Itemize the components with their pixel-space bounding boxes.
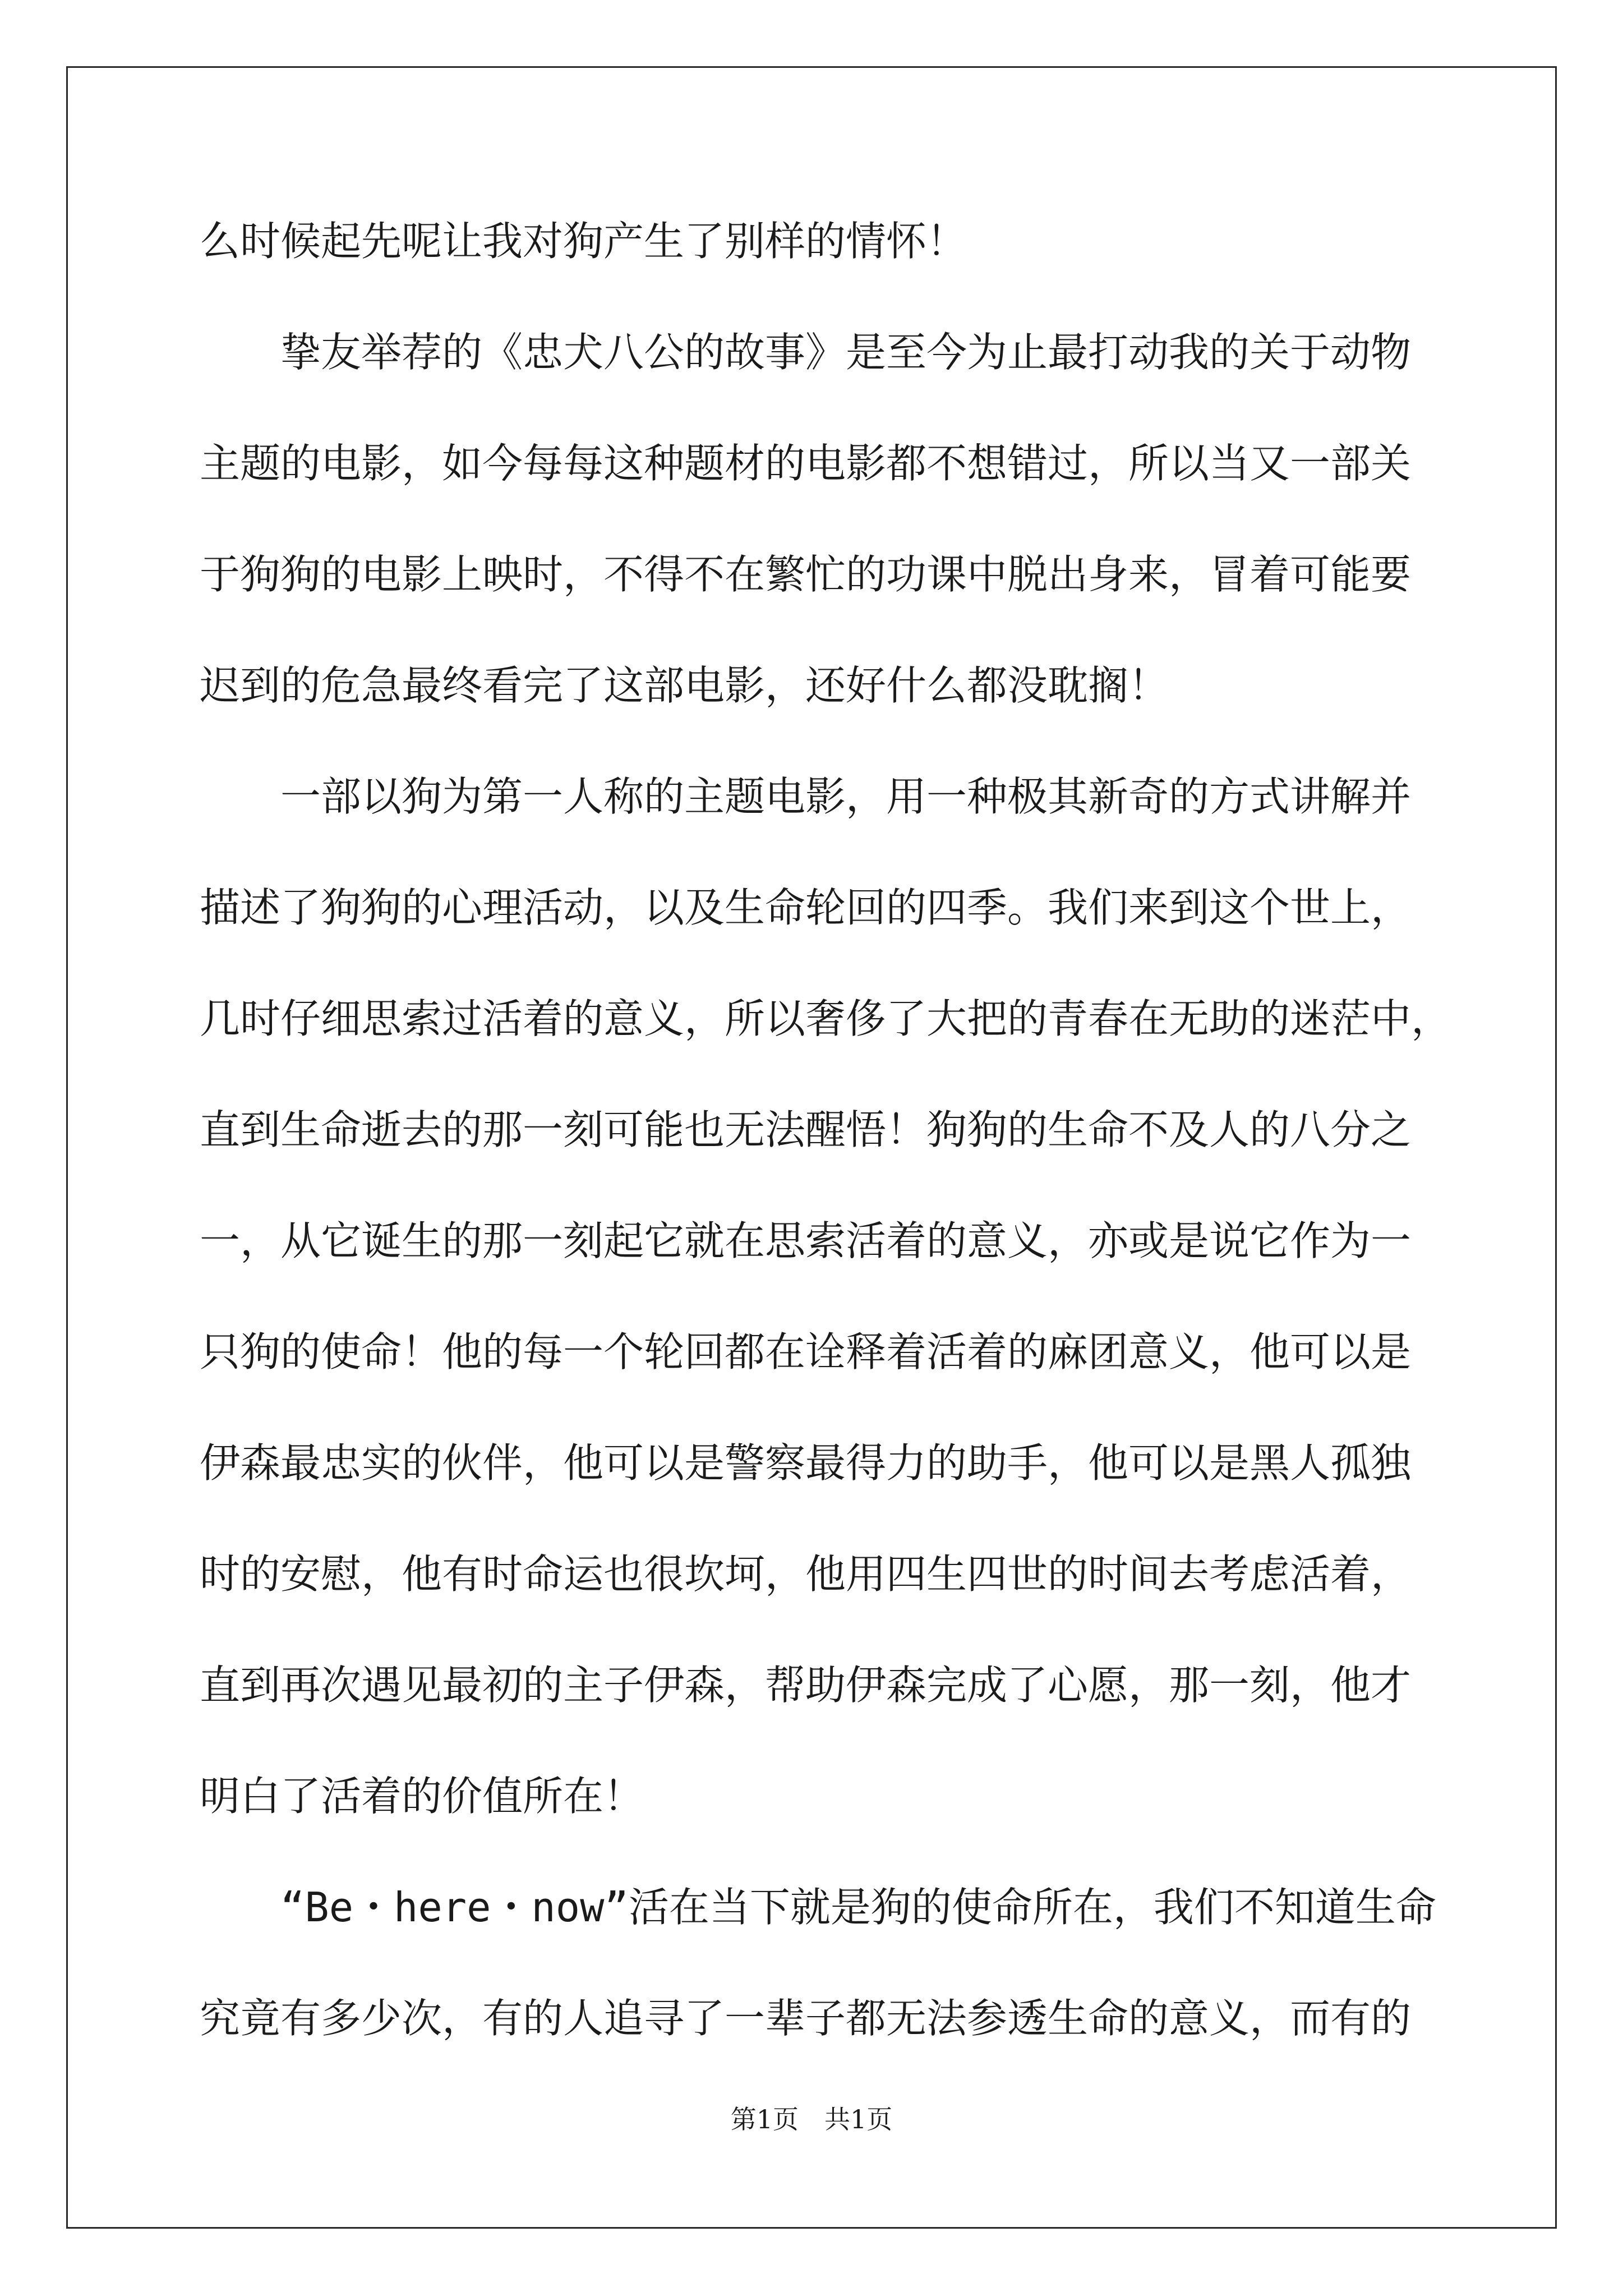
text-line: 直到再次遇见最初的主子伊森，帮助伊森完成了心愿，那一刻，他才 <box>200 1662 1412 1709</box>
text-line: 一部以狗为第一人称的主题电影，用一种极其新奇的方式讲解并 <box>200 773 1412 820</box>
text-line: 描述了狗狗的心理活动，以及生命轮回的四季。我们来到这个世上， <box>200 884 1412 931</box>
text-line: 么时候起先呢让我对狗产生了别样的情怀！ <box>200 218 967 265</box>
text-line: 一，从它诞生的那一刻起它就在思索活着的意义，亦或是说它作为一 <box>200 1217 1412 1264</box>
text-line: 明白了活着的价值所在！ <box>200 1773 644 1820</box>
text-line: 究竟有多少次，有的人追寻了一辈子都无法参透生命的意义，而有的 <box>200 1995 1412 2042</box>
text-line: “Be・here・now”活在当下就是狗的使命所在，我们不知道生命 <box>200 1884 1436 1931</box>
document-body <box>200 214 1450 2102</box>
text-line: 直到生命逝去的那一刻可能也无法醒悟！狗狗的生命不及人的八分之 <box>200 1106 1412 1153</box>
text-line: 伊森最忠实的伙伴，他可以是警察最得力的助手，他可以是黑人孤独 <box>200 1439 1412 1487</box>
text-line: 于狗狗的电影上映时，不得不在繁忙的功课中脱出身来，冒着可能要 <box>200 551 1412 598</box>
text-line: 挚友举荐的《忠犬八公的故事》是至今为止最打动我的关于动物 <box>200 329 1412 376</box>
text-line: 迟到的危急最终看完了这部电影，还好什么都没耽搁！ <box>200 662 1169 709</box>
page-footer: 第1页 共1页 <box>730 2104 893 2134</box>
text-line: 只狗的使命！他的每一个轮回都在诠释着活着的麻团意义，他可以是 <box>200 1328 1412 1375</box>
text-line: 几时仔细思索过活着的意义，所以奢侈了大把的青春在无助的迷茫中， <box>200 995 1452 1042</box>
text-line: 时的安慰，他有时命运也很坎坷，他用四生四世的时间去考虑活着， <box>200 1550 1412 1598</box>
text-line: 主题的电影，如今每每这种题材的电影都不想错过，所以当又一部关 <box>200 440 1412 487</box>
